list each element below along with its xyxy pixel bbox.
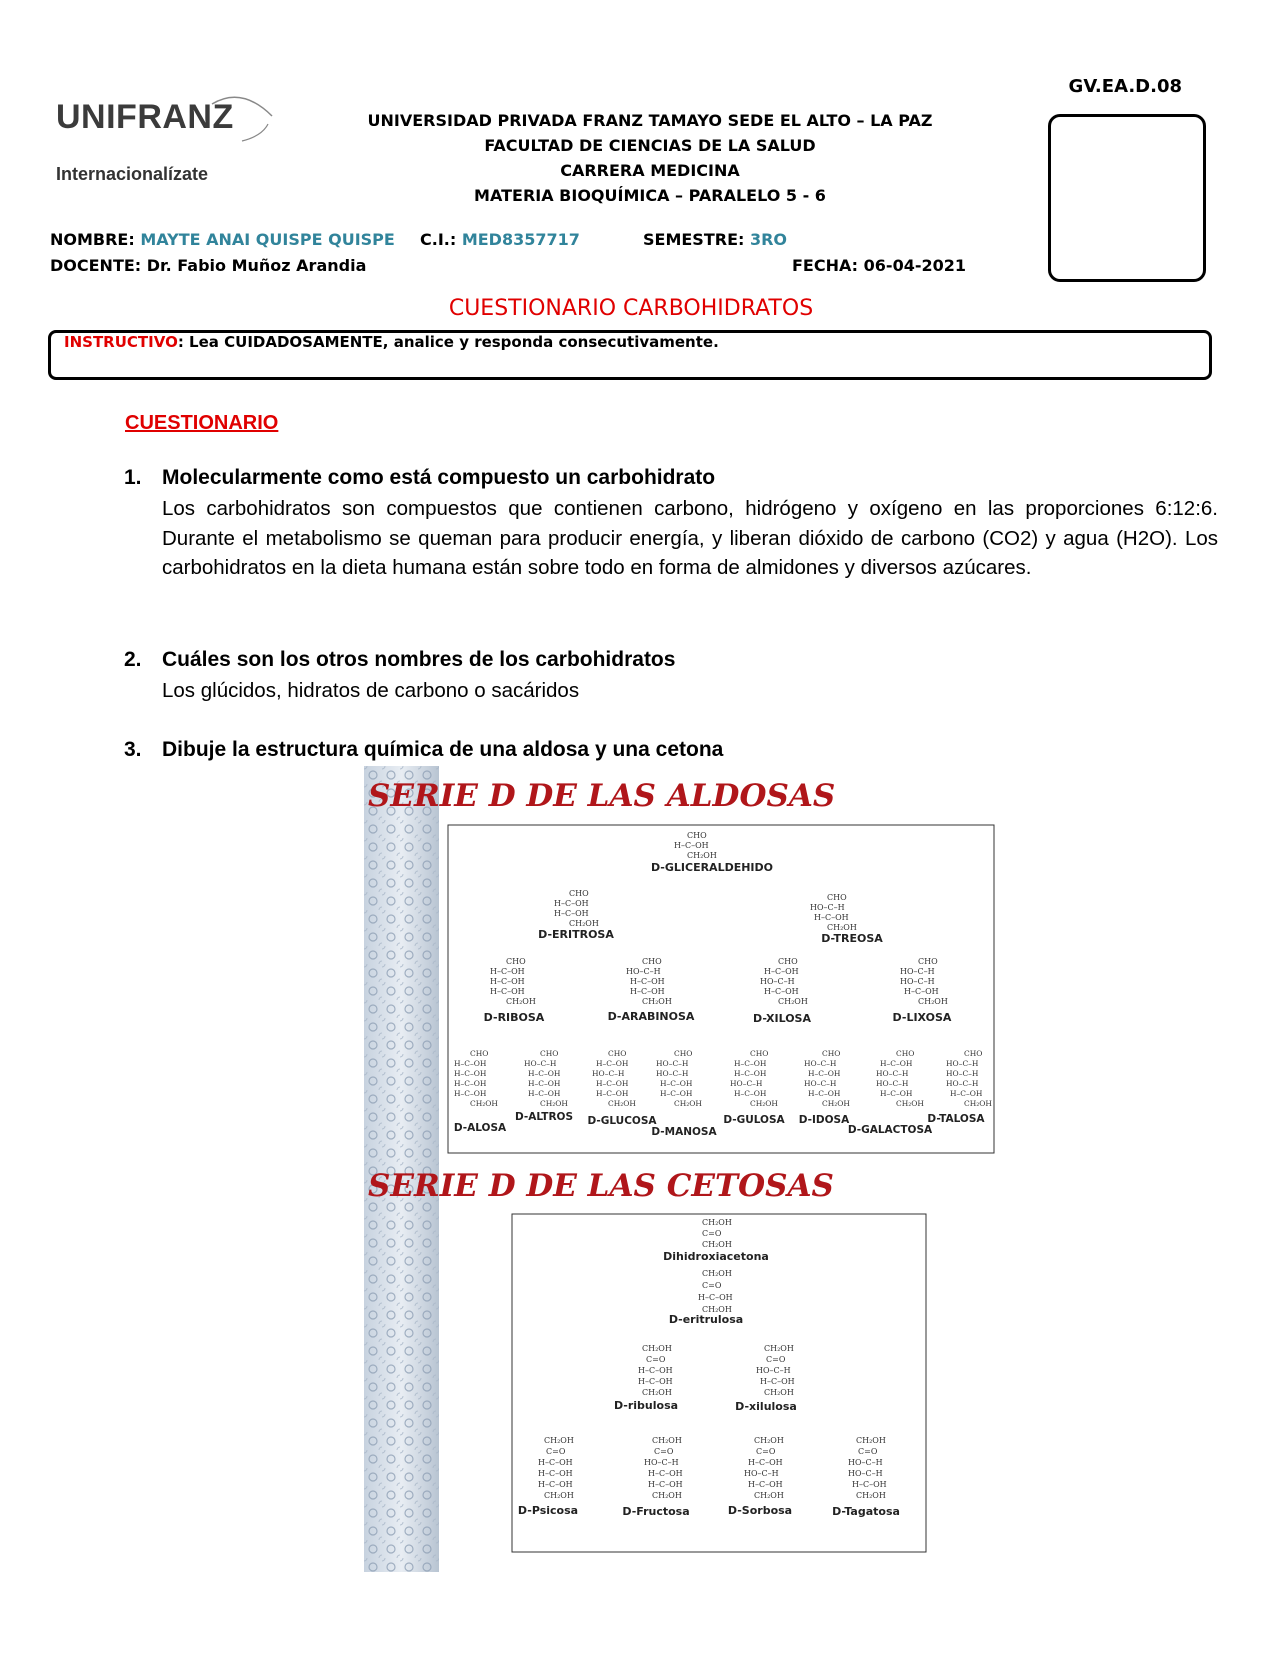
svg-text:H–C–OH: H–C–OH (454, 1059, 487, 1068)
label-sorbosa: D-Sorbosa (727, 1504, 793, 1517)
svg-text:CH₂OH: CH₂OH (702, 1240, 732, 1249)
question-1-number: 1. (124, 466, 142, 489)
svg-text:H–C–OH: H–C–OH (538, 1469, 573, 1478)
svg-text:CHO: CHO (918, 957, 938, 966)
student-semester-field: SEMESTRE: 3RO (643, 230, 788, 249)
svg-text:H–C–OH: H–C–OH (528, 1079, 561, 1088)
svg-text:CHO: CHO (687, 831, 707, 840)
photo-box (1048, 114, 1206, 282)
svg-text:C=O: C=O (702, 1229, 722, 1238)
svg-text:H–C–OH: H–C–OH (748, 1458, 783, 1467)
label-alosa: D-ALOSA (453, 1122, 507, 1134)
label-xilosa: D-XILOSA (753, 1012, 811, 1025)
label-eritrulosa: D-eritrulosa (668, 1313, 744, 1326)
svg-text:H–C–OH: H–C–OH (760, 1377, 795, 1386)
svg-text:CH₂OH: CH₂OH (856, 1491, 886, 1500)
svg-text:CH₂OH: CH₂OH (544, 1436, 574, 1445)
svg-text:H–C–OH: H–C–OH (698, 1293, 733, 1302)
label-ribosa: D-RIBOSA (483, 1011, 545, 1024)
svg-text:CH₂OH: CH₂OH (778, 997, 808, 1006)
institution-header (300, 108, 1000, 208)
svg-text:H–C–OH: H–C–OH (674, 841, 709, 850)
svg-text:C=O: C=O (766, 1355, 786, 1364)
svg-text:H–C–OH: H–C–OH (638, 1377, 673, 1386)
svg-text:CH₂OH: CH₂OH (652, 1436, 682, 1445)
svg-text:H–C–OH: H–C–OH (630, 977, 665, 986)
svg-text:HO–C–H: HO–C–H (876, 1069, 909, 1078)
svg-text:C=O: C=O (654, 1447, 674, 1456)
svg-text:H–C–OH: H–C–OH (554, 909, 589, 918)
svg-text:H–C–OH: H–C–OH (808, 1069, 841, 1078)
date-field: FECHA: 06-04-2021 (792, 256, 966, 275)
svg-text:C=O: C=O (756, 1447, 776, 1456)
svg-text:H–C–OH: H–C–OH (814, 913, 849, 922)
svg-text:CH₂OH: CH₂OH (674, 1099, 702, 1108)
svg-text:C=O: C=O (546, 1447, 566, 1456)
label-psicosa: D-Psicosa (517, 1504, 579, 1517)
label-talosa: D-TALOSA (927, 1113, 985, 1125)
svg-text:HO–C–H: HO–C–H (760, 977, 795, 986)
structures-svg (364, 766, 1004, 1572)
svg-text:CHO: CHO (778, 957, 798, 966)
svg-text:CHO: CHO (608, 1049, 627, 1058)
ketoses-title: SERIE D DE LAS CETOSAS (368, 1168, 834, 1204)
label-idosa: D-IDOSA (798, 1114, 850, 1126)
aldoses-title: SERIE D DE LAS ALDOSAS (368, 778, 836, 814)
question-1-text: Molecularmente como está compuesto un carbohidrato (162, 466, 716, 489)
svg-text:HO–C–H: HO–C–H (524, 1059, 557, 1068)
label-arabinosa: D-ARABINOSA (607, 1010, 695, 1023)
svg-text:H–C–OH: H–C–OH (734, 1089, 767, 1098)
svg-text:CH₂OH: CH₂OH (754, 1491, 784, 1500)
svg-text:H–C–OH: H–C–OH (528, 1069, 561, 1078)
question-2-text: Cuáles son los otros nombres de los carbohidratos (162, 648, 676, 671)
svg-text:H–C–OH: H–C–OH (490, 967, 525, 976)
svg-text:CH₂OH: CH₂OH (964, 1099, 992, 1108)
svg-text:H–C–OH: H–C–OH (528, 1089, 561, 1098)
svg-text:H–C–OH: H–C–OH (660, 1089, 693, 1098)
svg-text:H–C–OH: H–C–OH (764, 967, 799, 976)
svg-text:H–C–OH: H–C–OH (596, 1059, 629, 1068)
svg-text:CH₂OH: CH₂OH (764, 1344, 794, 1353)
label-ribulosa: D-ribulosa (613, 1399, 679, 1412)
svg-text:HO–C–H: HO–C–H (626, 967, 661, 976)
svg-text:H–C–OH: H–C–OH (490, 977, 525, 986)
label-treosa: D-TREOSA (821, 932, 883, 945)
svg-text:H–C–OH: H–C–OH (880, 1059, 913, 1068)
label-fructosa: D-Fructosa (622, 1505, 690, 1518)
svg-text:C=O: C=O (858, 1447, 878, 1456)
svg-text:H–C–OH: H–C–OH (454, 1089, 487, 1098)
svg-text:H–C–OH: H–C–OH (808, 1089, 841, 1098)
unifranz-logo (52, 86, 242, 186)
label-lixosa: D-LIXOSA (892, 1011, 952, 1024)
header-line-subject: MATERIA BIOQUÍMICA – PARALELO 5 - 6 (474, 186, 826, 205)
svg-text:CHO: CHO (642, 957, 662, 966)
svg-text:H–C–OH: H–C–OH (852, 1480, 887, 1489)
logo-tagline: Internacionalízate (56, 164, 209, 184)
header-line-faculty: FACULTAD DE CIENCIAS DE LA SALUD (484, 136, 816, 155)
svg-text:CHO: CHO (470, 1049, 489, 1058)
svg-text:CHO: CHO (750, 1049, 769, 1058)
svg-text:CHO: CHO (540, 1049, 559, 1058)
instructions-text: INSTRUCTIVO: Lea CUIDADOSAMENTE, analice y responda consecutivamente. (64, 333, 719, 351)
svg-text:CH₂OH: CH₂OH (856, 1436, 886, 1445)
svg-text:CH₂OH: CH₂OH (702, 1218, 732, 1227)
carbohydrate-structures-figure (364, 766, 1004, 1572)
svg-text:H–C–OH: H–C–OH (648, 1480, 683, 1489)
svg-text:CHO: CHO (827, 893, 847, 902)
svg-text:CH₂OH: CH₂OH (687, 851, 717, 860)
svg-text:H–C–OH: H–C–OH (648, 1469, 683, 1478)
svg-text:CH₂OH: CH₂OH (608, 1099, 636, 1108)
svg-text:CH₂OH: CH₂OH (506, 997, 536, 1006)
svg-text:CHO: CHO (896, 1049, 915, 1058)
svg-text:HO–C–H: HO–C–H (848, 1458, 883, 1467)
question-1-answer: Los carbohidratos son compuestos que contienen carbono, hidrógeno y oxígeno en las proporciones 6:12:6. Durante el metabolismo se queman para producir energía, y liberan dióxido de carbono (CO2) y agua (H2O). Los carbohidratos en la dieta humana están sobre todo en forma de almidones y diversos azúcares. (162, 497, 1218, 579)
svg-text:H–C–OH: H–C–OH (660, 1079, 693, 1088)
label-manosa: D-MANOSA (651, 1126, 717, 1138)
svg-text:HO–C–H: HO–C–H (900, 977, 935, 986)
svg-text:CH₂OH: CH₂OH (544, 1491, 574, 1500)
section-title: CUESTIONARIO (125, 412, 279, 434)
document-title: CUESTIONARIO CARBOHIDRATOS (448, 296, 814, 321)
logo-wordmark: UNIFRANZ (56, 98, 234, 136)
svg-text:CHO: CHO (674, 1049, 693, 1058)
label-tagatosa: D-Tagatosa (832, 1505, 900, 1518)
svg-text:H–C–OH: H–C–OH (490, 987, 525, 996)
svg-text:H–C–OH: H–C–OH (880, 1089, 913, 1098)
svg-text:CHO: CHO (506, 957, 526, 966)
svg-text:H–C–OH: H–C–OH (950, 1089, 983, 1098)
svg-text:H–C–OH: H–C–OH (538, 1480, 573, 1489)
label-eritrosa: D-ERITROSA (538, 928, 614, 941)
svg-text:CH₂OH: CH₂OH (470, 1099, 498, 1108)
document-code: GV.EA.D.08 (1068, 76, 1182, 97)
svg-text:H–C–OH: H–C–OH (454, 1079, 487, 1088)
svg-text:HO–C–H: HO–C–H (756, 1366, 791, 1375)
svg-text:H–C–OH: H–C–OH (630, 987, 665, 996)
student-ci-field: C.I.: MED8357717 (420, 230, 580, 249)
svg-text:HO–C–H: HO–C–H (810, 903, 845, 912)
question-3-text: Dibuje la estructura química de una aldosa y una cetona (162, 738, 724, 761)
student-name-field: NOMBRE: MAYTE ANAI QUISPE QUISPE (50, 230, 395, 249)
svg-text:H–C–OH: H–C–OH (596, 1079, 629, 1088)
svg-text:CH₂OH: CH₂OH (896, 1099, 924, 1108)
svg-text:H–C–OH: H–C–OH (748, 1480, 783, 1489)
svg-text:H–C–OH: H–C–OH (454, 1069, 487, 1078)
svg-text:CH₂OH: CH₂OH (652, 1491, 682, 1500)
svg-text:H–C–OH: H–C–OH (538, 1458, 573, 1467)
question-2-answer: Los glúcidos, hidratos de carbono o sacáridos (162, 679, 580, 702)
svg-text:CH₂OH: CH₂OH (764, 1388, 794, 1397)
svg-text:HO–C–H: HO–C–H (730, 1079, 763, 1088)
svg-text:CH₂OH: CH₂OH (918, 997, 948, 1006)
label-galactosa: D-GALACTOSA (847, 1124, 933, 1136)
svg-text:H–C–OH: H–C–OH (734, 1069, 767, 1078)
svg-text:CH₂OH: CH₂OH (754, 1436, 784, 1445)
svg-text:HO–C–H: HO–C–H (656, 1069, 689, 1078)
header-line-career: CARRERA MEDICINA (560, 161, 740, 180)
label-dihidroxiacetona: Dihidroxiacetona (663, 1250, 769, 1263)
svg-text:HO–C–H: HO–C–H (848, 1469, 883, 1478)
svg-text:C=O: C=O (646, 1355, 666, 1364)
svg-text:CH₂OH: CH₂OH (540, 1099, 568, 1108)
question-3-number: 3. (124, 738, 142, 761)
svg-text:C=O: C=O (702, 1281, 722, 1290)
svg-text:CHO: CHO (822, 1049, 841, 1058)
svg-text:HO–C–H: HO–C–H (876, 1079, 909, 1088)
svg-text:HO–C–H: HO–C–H (592, 1069, 625, 1078)
ketoses-box (512, 1214, 926, 1552)
svg-text:CH₂OH: CH₂OH (642, 997, 672, 1006)
svg-text:HO–C–H: HO–C–H (804, 1079, 837, 1088)
svg-text:CH₂OH: CH₂OH (642, 1344, 672, 1353)
svg-text:HO–C–H: HO–C–H (946, 1059, 979, 1068)
svg-text:CH₂OH: CH₂OH (702, 1269, 732, 1278)
teacher-field: DOCENTE: Dr. Fabio Muñoz Arandia (50, 256, 367, 275)
svg-text:HO–C–H: HO–C–H (744, 1469, 779, 1478)
svg-text:CH₂OH: CH₂OH (750, 1099, 778, 1108)
question-2-number: 2. (124, 648, 142, 671)
svg-text:H–C–OH: H–C–OH (904, 987, 939, 996)
svg-text:HO–C–H: HO–C–H (946, 1079, 979, 1088)
svg-text:CH₂OH: CH₂OH (822, 1099, 850, 1108)
svg-text:H–C–OH: H–C–OH (638, 1366, 673, 1375)
svg-text:HO–C–H: HO–C–H (946, 1069, 979, 1078)
svg-text:CH₂OH: CH₂OH (642, 1388, 672, 1397)
svg-text:HO–C–H: HO–C–H (656, 1059, 689, 1068)
label-gliceraldehido: D-GLICERALDEHIDO (650, 861, 774, 874)
label-altros: D-ALTROS (514, 1111, 574, 1123)
svg-text:CH₂OH: CH₂OH (827, 923, 857, 932)
label-gulosa: D-GULOSA (723, 1114, 785, 1126)
label-glucosa: D-GLUCOSA (587, 1115, 657, 1127)
svg-text:H–C–OH: H–C–OH (596, 1089, 629, 1098)
svg-text:H–C–OH: H–C–OH (764, 987, 799, 996)
svg-text:H–C–OH: H–C–OH (554, 899, 589, 908)
svg-text:HO–C–H: HO–C–H (900, 967, 935, 976)
svg-text:CHO: CHO (569, 889, 589, 898)
svg-text:CHO: CHO (964, 1049, 983, 1058)
svg-text:CH₂OH: CH₂OH (569, 919, 599, 928)
header-line-university: UNIVERSIDAD PRIVADA FRANZ TAMAYO SEDE EL ALTO – LA PAZ (367, 111, 933, 130)
svg-text:HO–C–H: HO–C–H (804, 1059, 837, 1068)
label-xilulosa: D-xilulosa (735, 1400, 797, 1413)
svg-text:H–C–OH: H–C–OH (734, 1059, 767, 1068)
svg-text:HO–C–H: HO–C–H (644, 1458, 679, 1467)
svg-text:CH₂OH: CH₂OH (702, 1305, 732, 1314)
